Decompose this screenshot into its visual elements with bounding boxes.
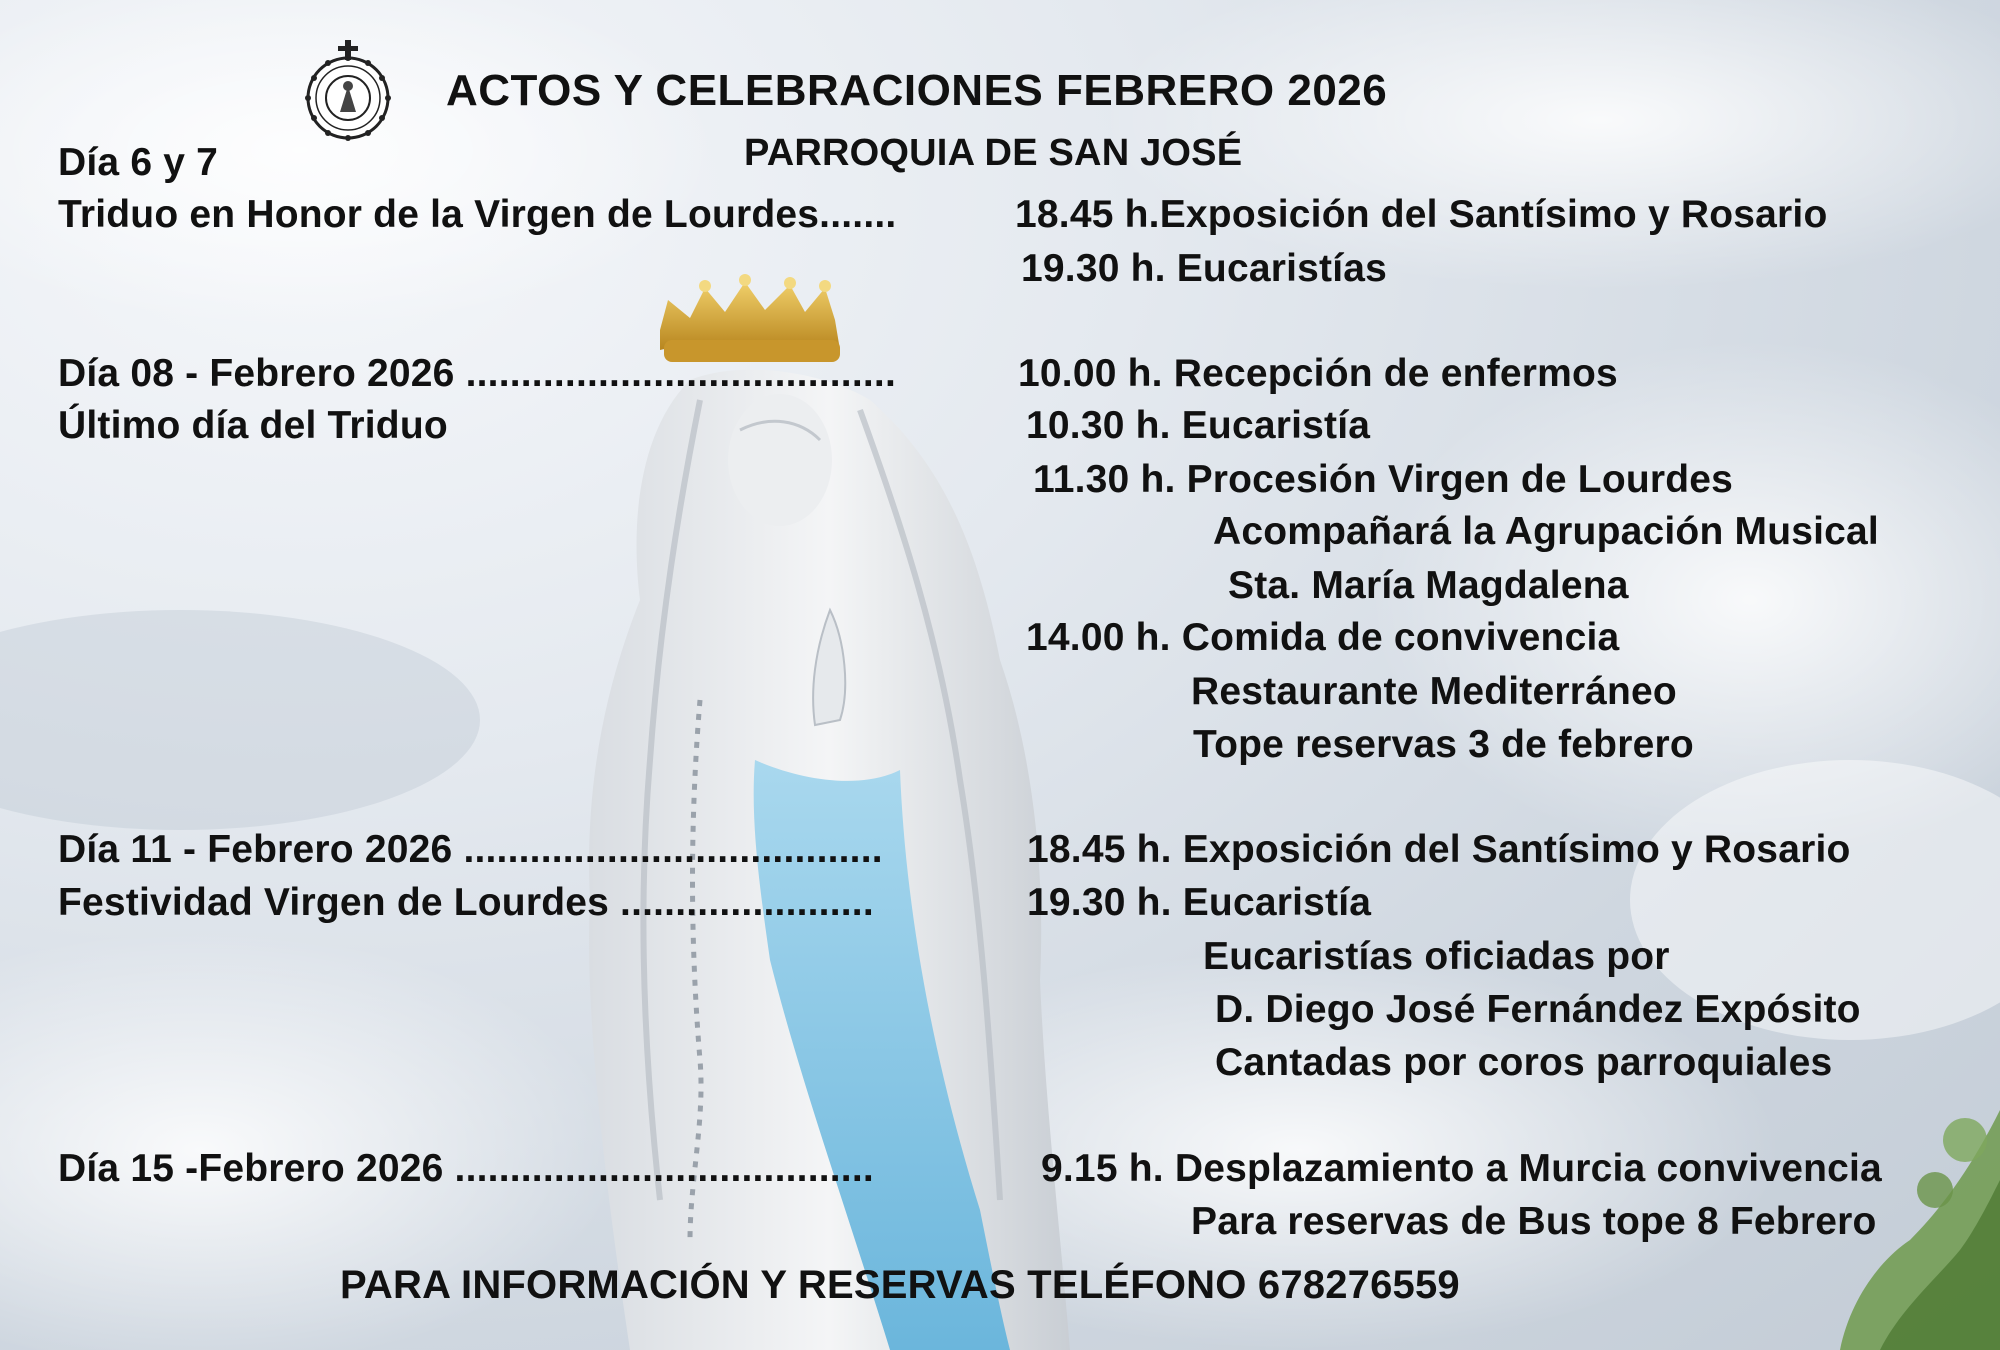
- event-2-schedule-line: 10.00 h. Recepción de enfermos: [1018, 352, 1618, 395]
- event-4-date: Día 15 -Febrero 2026 ......................................: [58, 1147, 874, 1190]
- parish-name: PARROQUIA DE SAN JOSÉ: [744, 132, 1243, 174]
- event-2-schedule-line: Acompañará la Agrupación Musical: [1213, 510, 1879, 553]
- event-2-name: Último día del Triduo: [58, 404, 448, 447]
- event-1-schedule-line: 19.30 h. Eucaristías: [1021, 247, 1388, 290]
- event-1-date: Día 6 y 7: [58, 141, 219, 184]
- event-3-schedule-line: Eucaristías oficiadas por: [1203, 935, 1670, 978]
- event-2-schedule-line: 11.30 h. Procesión Virgen de Lourdes: [1033, 458, 1734, 501]
- event-4-schedule-line: 9.15 h. Desplazamiento a Murcia convivencia: [1041, 1147, 1882, 1190]
- event-3-schedule-line: Cantadas por coros parroquiales: [1215, 1041, 1833, 1084]
- event-3-schedule-line: 18.45 h. Exposición del Santísimo y Rosario: [1027, 828, 1851, 871]
- event-3-date: Día 11 - Febrero 2026 ......................................: [58, 828, 883, 871]
- poster-title: ACTOS Y CELEBRACIONES FEBRERO 2026: [446, 66, 1388, 115]
- event-3-schedule-line: 19.30 h. Eucaristía: [1027, 881, 1372, 924]
- event-2-date: Día 08 - Febrero 2026 .......................................: [58, 352, 896, 395]
- event-1-schedule-line: 18.45 h.Exposición del Santísimo y Rosario: [1015, 193, 1828, 236]
- event-2-schedule-line: Sta. María Magdalena: [1228, 564, 1629, 607]
- event-2-schedule-line: 14.00 h. Comida de convivencia: [1026, 616, 1620, 659]
- event-2-schedule-line: Tope reservas 3 de febrero: [1193, 723, 1694, 766]
- event-3-name: Festividad Virgen de Lourdes .......................: [58, 881, 874, 924]
- contact-footer: PARA INFORMACIÓN Y RESERVAS TELÉFONO 678276559: [340, 1263, 1460, 1307]
- event-2-schedule-line: Restaurante Mediterráneo: [1191, 670, 1677, 713]
- event-3-schedule-line: D. Diego José Fernández Expósito: [1215, 988, 1861, 1031]
- event-1-name: Triduo en Honor de la Virgen de Lourdes.......: [58, 193, 897, 236]
- event-2-schedule-line: 10.30 h. Eucaristía: [1026, 404, 1371, 447]
- event-4-schedule-line: Para reservas de Bus tope 8 Febrero: [1191, 1200, 1877, 1243]
